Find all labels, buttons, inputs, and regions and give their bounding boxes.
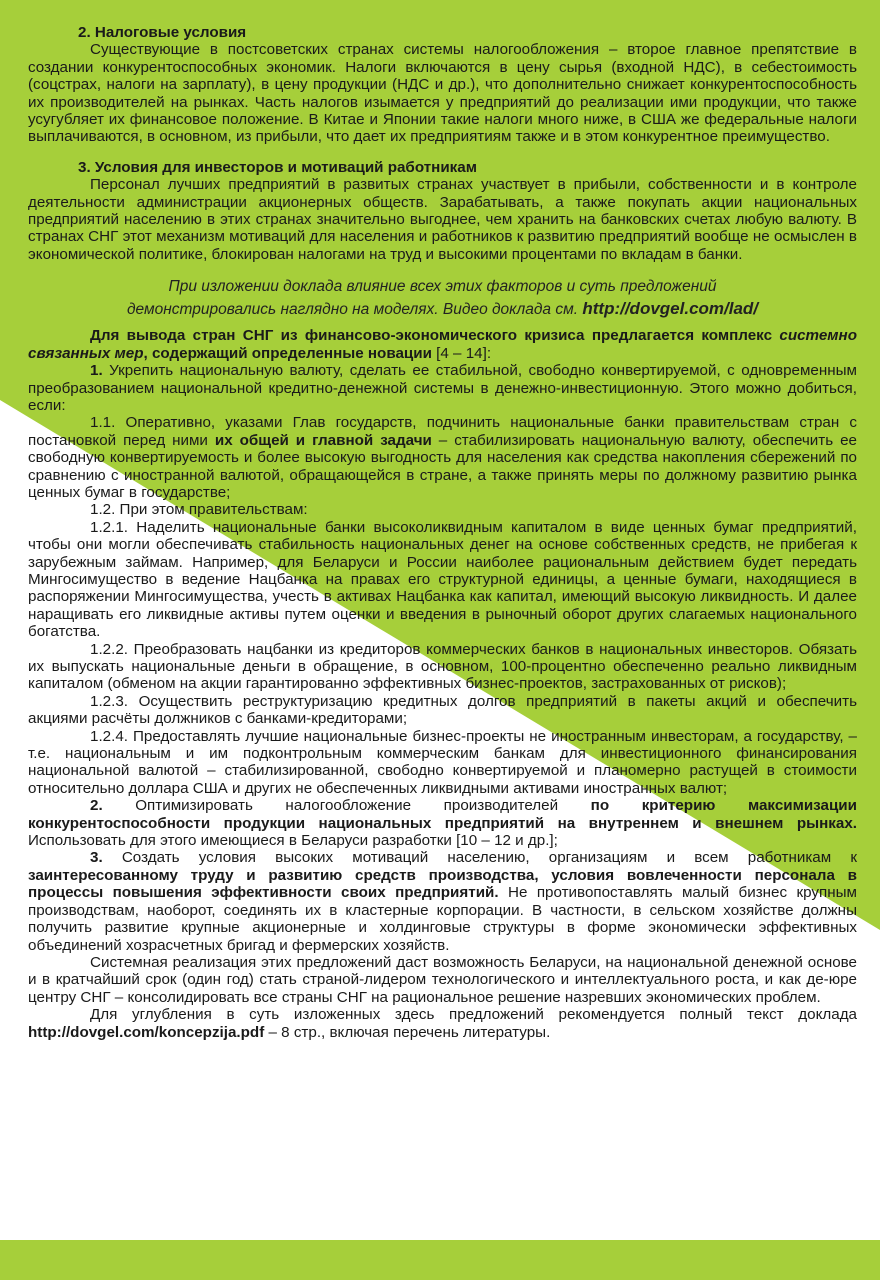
video-note-line-1: При изложении доклада влияние всех этих факторов и суть предложений: [168, 278, 717, 296]
item-1-1-text-a: 1.1. Оперативно, указами Глав государств, подчинить национальные банки правительствам стран с постановкой перед ними: [28, 414, 857, 449]
recommendation: [28, 1006, 857, 1041]
item-3-bold: заинтересованному труду и развитию средств производства, условия вовлеченности персонала в процессы повышения эффективности своих предприятий.: [28, 866, 857, 902]
video-link[interactable]: http://dovgel.com/lad/: [582, 299, 759, 319]
video-note: [28, 276, 857, 321]
video-note-line-2: [28, 298, 857, 321]
item-2-text-a: Оптимизировать налогообложение производителей: [102, 797, 591, 815]
conclusion: Системная реализация этих предложений даст возможность Беларуси, на национальной денежной основе и в кратчайший срок (один год) стать страной-лидером технологического и интеллектуального роста, и как де-юре центру СНГ – консолидировать все страны СНГ на рациональное решение назревших экономических проблем.: [28, 953, 857, 1006]
item-1-2-2: 1.2.2. Преобразовать нацбанки из кредиторов коммерческих банков в национальных инвесторов. Обязать их выпускать национальные деньги в обращение, в основном, 100-процентно обеспеченно реально ликвидным капиталом (обменом на акции гарантированно эффективных бизнес-проектов, застрахованных от рисков);: [28, 640, 857, 693]
concept-pdf-link[interactable]: http://dovgel.com/koncepzija.pdf: [28, 1023, 265, 1041]
item-2-bold: по критерию максимизации конкурентоспособности продукции национальных предприятий на внутреннем и внешнем рынках.: [28, 797, 857, 832]
item-1-number: 1.: [90, 362, 103, 380]
item-1-2-4: 1.2.4. Предоставлять лучшие национальные бизнес-проекты не иностранным инвесторам, а государству, – т.е. национальным и им подконтрольным коммерческим банкам для инвестиционного финансирования национальной валютой – стабилизированной, свободно конвертируемой и планомерно растущей в стоимости относительно доллара США и других не обеспеченных ликвидными активами иностранных валют;: [28, 727, 857, 797]
intro-bold-1: Для вывода стран СНГ из финансово-экономического кризиса предлагается комплекс: [90, 327, 773, 345]
item-3-text-a: Создать условия высоких мотиваций населению, организациям и всем работникам к: [102, 849, 857, 867]
green-footer-band: [0, 1240, 880, 1280]
item-2-number: 2.: [90, 797, 103, 815]
item-1-1-bold: их общей и главной задачи: [214, 431, 432, 449]
section-3-heading: 3. Условия для инвесторов и мотиваций работникам: [78, 158, 477, 176]
section-3-body: Персонал лучших предприятий в развитых странах участвует в прибыли, собственности и в контроле деятельности администрации акционерных обществ. Зарабатывать, а также покупать акции национальных предприятий населению в этих странах значительно выгоднее, чем хранить на банковских счетах любую валюту. В странах СНГ этот механизм мотиваций для населения и работников к развитию предприятий вообще не осмыслен в экономической политике, блокирован налогами на труд и высокими процентами по вкладам в банки.: [28, 176, 857, 263]
item-2: [28, 797, 857, 849]
item-1-2-1: 1.2.1. Наделить национальные банки высоколиквидным капиталом в виде ценных бумаг предприятий, чтобы они могли обеспечивать стабильность национальных денег на основе собственных средств, не прибегая к зарубежным займам. Например, для Беларуси и России наиболее рациональным действием будет передать Мингосимущество в ведение Нацбанка на правах его структурной единицы, а ценные бумаги, находящиеся в распоряжении Мингосимущества, учесть в активах Нацбанка как капитал, имеющий высокую ликвидность. И далее наращивать его ликвидные активы путем оценки и введения в рыночный оборот других слагаемых национального богатства.: [28, 518, 857, 641]
item-3: [28, 849, 857, 953]
item-1-2-3: 1.2.3. Осуществить реструктуризацию кредитных долгов предприятий в пакеты акций и обеспечить акциями расчёты должников с банками-кредиторами;: [28, 692, 857, 728]
article: [28, 24, 857, 1041]
item-3-number: 3.: [90, 849, 103, 867]
proposal-intro: [28, 327, 857, 362]
item-2-text-c: Использовать для этого имеющиеся в Беларуси разработки [10 – 12 и др.];: [28, 832, 558, 850]
intro-ref: [4 – 14]:: [431, 344, 492, 362]
section-2-heading: 2. Налоговые условия: [78, 24, 247, 41]
intro-bold-italic: системно связанных мер: [28, 327, 857, 362]
video-note-text: демонстрировались наглядно на моделях. Видео доклада см.: [126, 301, 579, 319]
item-1: [28, 362, 857, 414]
item-1-text: Укрепить национальную валюту, сделать ее стабильной, свободно конвертируемой, с одновременным преобразованием национальной кредитно-денежной системы в денежно-инвестиционную. Этого можно добиться, если:: [28, 362, 857, 414]
recommendation-tail: – 8 стр., включая перечень литературы.: [264, 1023, 551, 1041]
recommendation-text: Для углубления в суть изложенных здесь предложений рекомендуется полный текст доклада: [90, 1006, 857, 1024]
intro-bold-2: , содержащий определенные новации: [143, 344, 432, 362]
item-1-2: 1.2. При этом правительствам:: [90, 501, 308, 519]
item-1-1: [28, 414, 857, 501]
item-3-text-c: Не противопоставлять малый бизнес крупным производствам, наоборот, соединять их в кластерные корпорации. В частности, в сельском хозяйстве должны получить развитие крупные акционерные и холдинговые структуры в форме экономически эффективных объединений хозрасчетных бригад и фермерских хозяйств.: [28, 884, 857, 954]
item-1-1-text-c: – стабилизировать национальную валюту, обеспечить ее свободную конвертируемость и более высокую выгодность для населения как средства накопления сбережений по сравнению с иностранной валютой, обращающейся в стране, а также принять меры по должному развитию рынка ценных бумаг в государстве;: [28, 431, 857, 501]
section-2-body: Существующие в постсоветских странах системы налогообложения – второе главное препятствие в создании конкурентоспособных экономик. Налоги включаются в цену сырья (входной НДС), в себестоимость (соцстрах, налоги на зарплату), в цену продукции (НДС и др.), что дополнительно снижает конкурентоспособность их производителей на рынках. Часть налогов изымается у предприятий до реализации ими продукции, что также усугубляет их финансовое положение. В Китае и Японии такие налоги много ниже, в США же федеральные налоги выплачиваются, в основном, из прибыли, что дает их предприятиям также и в этом конкурентное преимущество.: [28, 41, 857, 146]
